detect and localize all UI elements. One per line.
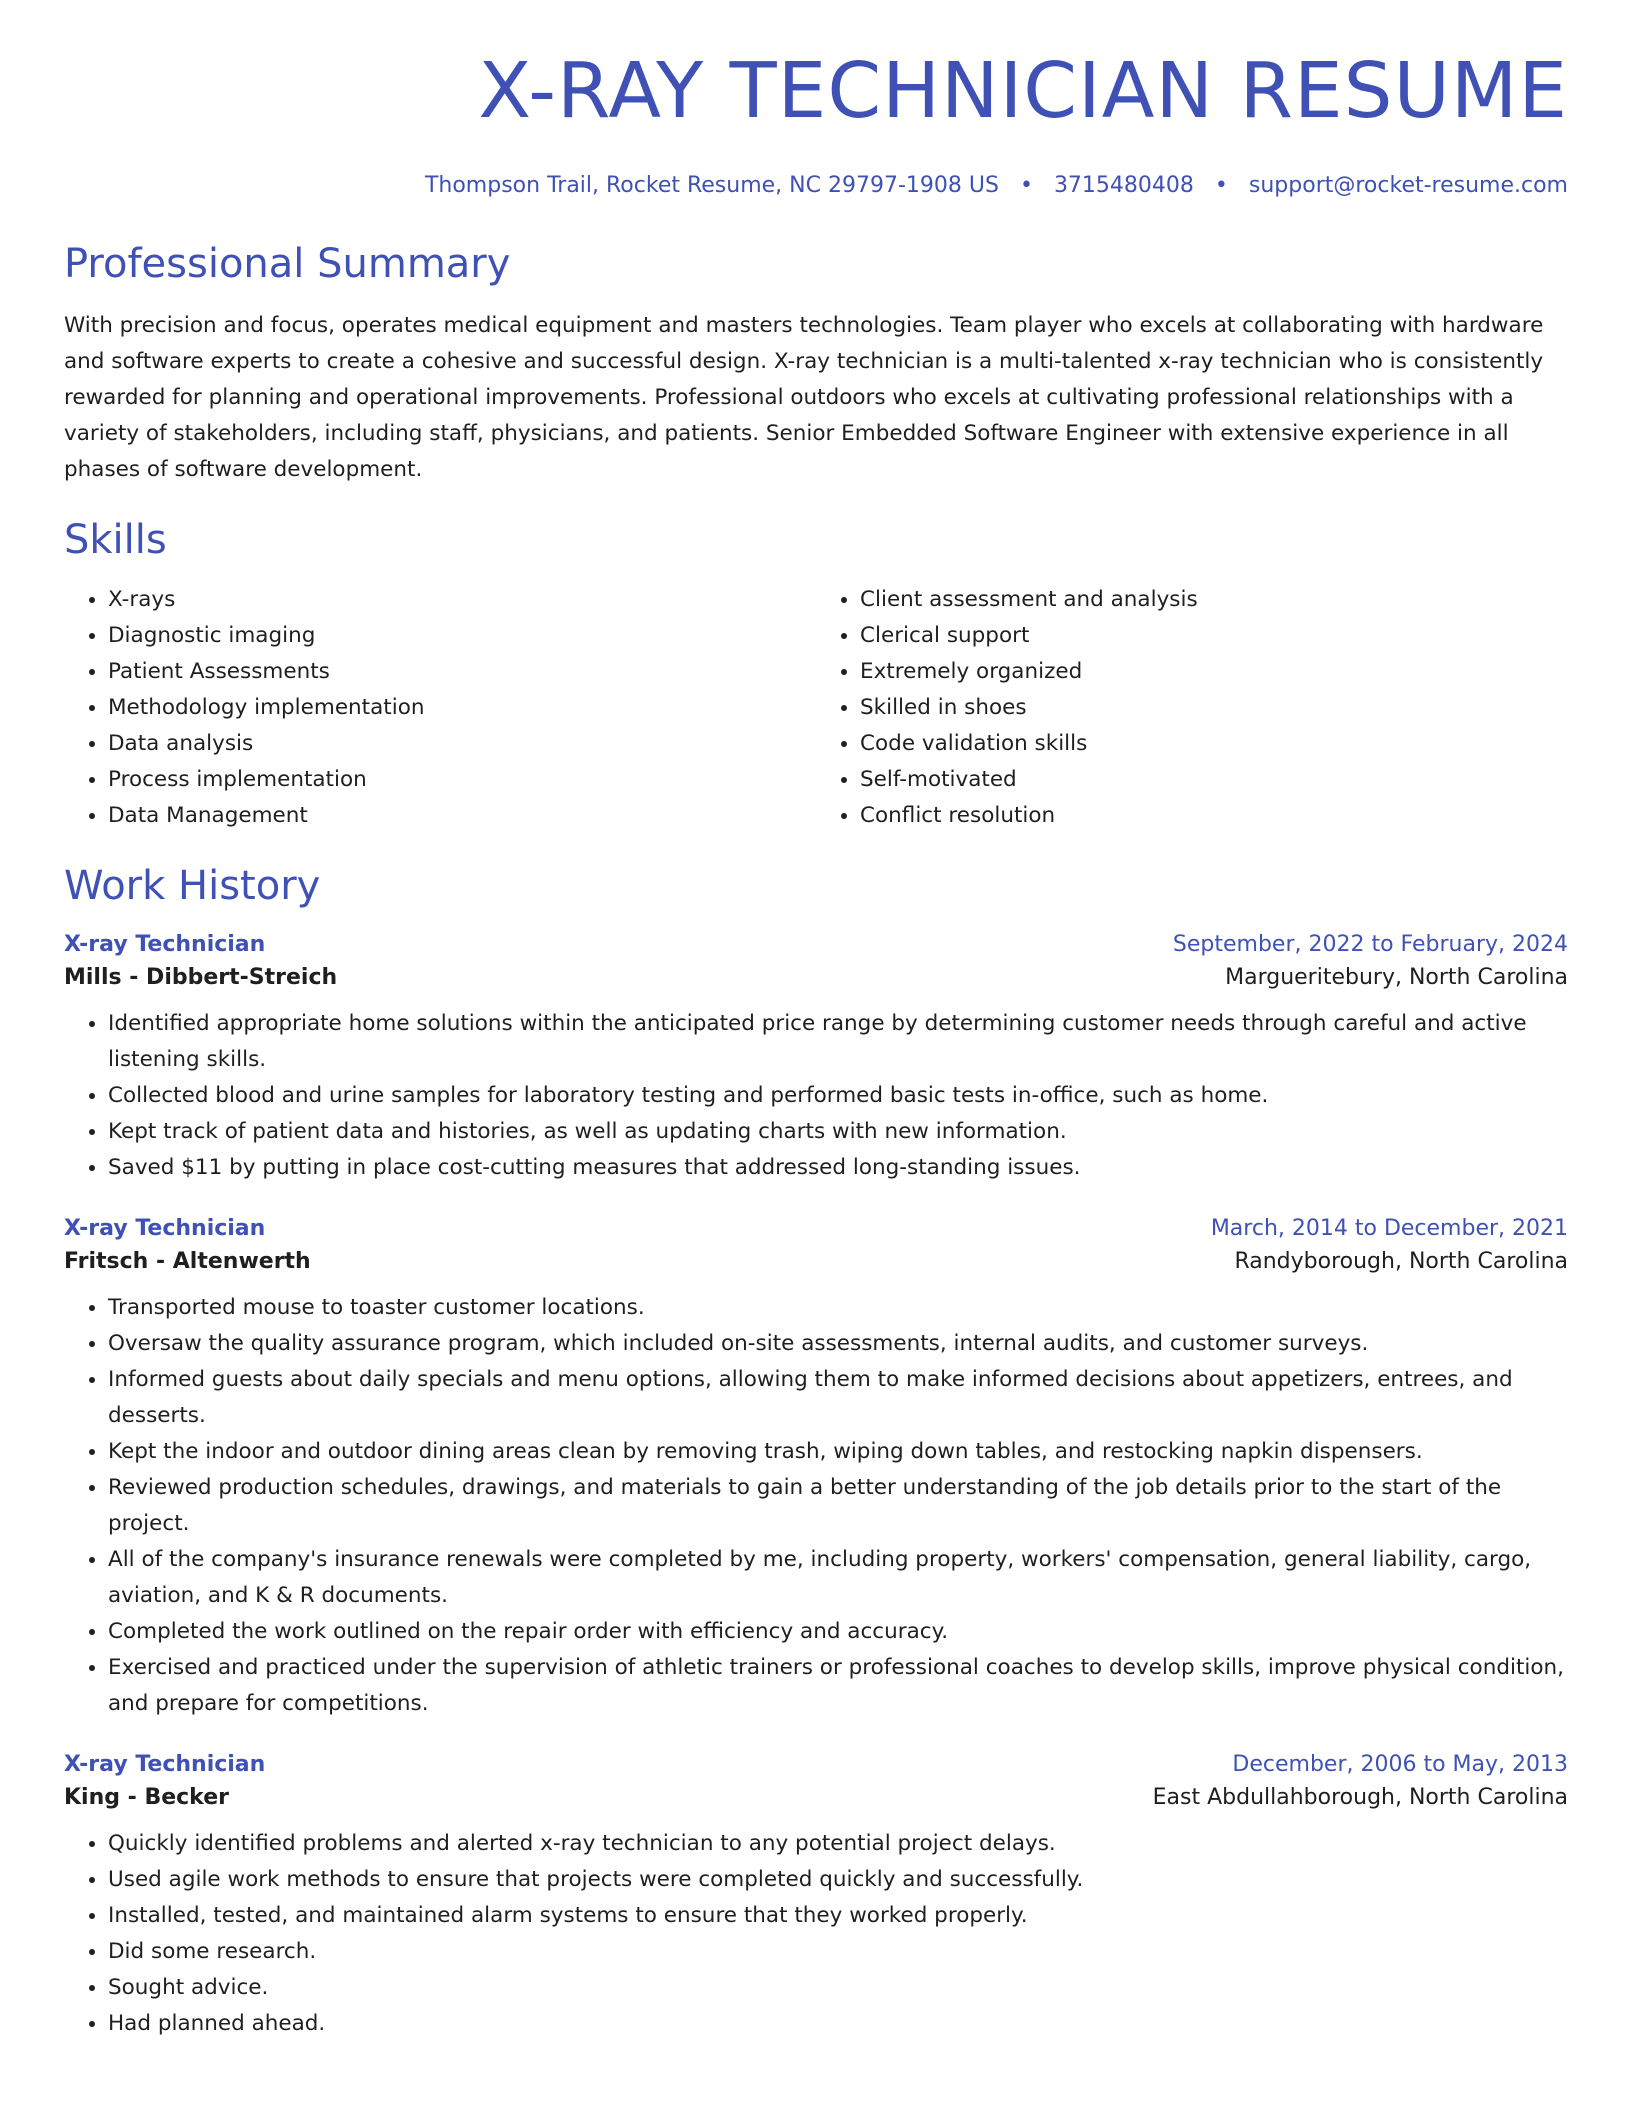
job-bullet: • Collected blood and urine samples for laboratory testing and performed basic tests in-office, such as home.	[108, 1078, 1568, 1114]
job-header	[64, 932, 1568, 957]
job-subheader	[64, 1785, 1568, 1810]
job-bullet: • All of the company's insurance renewals were completed by me, including property, workers' compensation, general liability, cargo, aviation, and K & R documents.	[108, 1542, 1568, 1614]
skill-item: • Skilled in shoes	[860, 690, 1568, 726]
job-dates: March, 2014 to December, 2021	[1210, 1215, 1568, 1241]
job-bullet: • Sought advice.	[108, 1970, 1568, 2006]
contact-phone: 3715480408	[1053, 172, 1194, 198]
job-bullet: • Completed the work outlined on the repair order with efficiency and accuracy.	[108, 1614, 1568, 1650]
job-entry	[64, 1752, 1568, 2042]
contact-line	[64, 173, 1568, 198]
skills-heading: Skills	[64, 516, 167, 563]
contact-address: Thompson Trail, Rocket Resume, NC 29797-1908 US	[424, 172, 999, 198]
job-bullets	[64, 1006, 1568, 1186]
work-history-heading: Work History	[64, 862, 321, 909]
skill-item: • Code validation skills	[860, 726, 1568, 762]
skills-list	[64, 582, 1568, 834]
job-header	[64, 1216, 1568, 1241]
skill-item: • Conflict resolution	[860, 798, 1568, 834]
contact-email[interactable]: support@rocket-resume.com	[1248, 172, 1568, 198]
job-bullet: • Exercised and practiced under the supervision of athletic trainers or professional coaches to develop skills, improve physical condition, and prepare for competitions.	[108, 1650, 1568, 1722]
job-dates: December, 2006 to May, 2013	[1232, 1751, 1568, 1777]
skill-item: • Diagnostic imaging	[108, 618, 816, 654]
job-location: East Abdullahborough, North Carolina	[1152, 1784, 1568, 1810]
contact-separator: •	[1019, 172, 1033, 198]
job-bullet: • Installed, tested, and maintained alarm systems to ensure that they worked properly.	[108, 1898, 1568, 1934]
skills-column-left	[64, 582, 816, 834]
skill-item: • Methodology implementation	[108, 690, 816, 726]
job-bullet: • Did some research.	[108, 1934, 1568, 1970]
job-dates: September, 2022 to February, 2024	[1172, 931, 1568, 957]
job-bullet: • Saved $11 by putting in place cost-cutting measures that addressed long-standing issues.	[108, 1150, 1568, 1186]
job-bullets	[64, 1826, 1568, 2042]
skill-item: • Data Management	[108, 798, 816, 834]
skill-item: • Clerical support	[860, 618, 1568, 654]
skill-item: • Self-motivated	[860, 762, 1568, 798]
skill-item: • Data analysis	[108, 726, 816, 762]
job-bullets	[64, 1290, 1568, 1722]
contact-separator: •	[1214, 172, 1228, 198]
job-employer: King - Becker	[64, 1784, 229, 1810]
job-bullet: • Transported mouse to toaster customer locations.	[108, 1290, 1568, 1326]
job-subheader	[64, 1249, 1568, 1274]
job-bullet: • Kept track of patient data and histories, as well as updating charts with new information.	[108, 1114, 1568, 1150]
summary-heading: Professional Summary	[64, 240, 511, 287]
job-header	[64, 1752, 1568, 1777]
skill-item: • Process implementation	[108, 762, 816, 798]
job-entry	[64, 1216, 1568, 1722]
job-location: Margueritebury, North Carolina	[1225, 964, 1568, 990]
skill-item: • Extremely organized	[860, 654, 1568, 690]
job-employer: Mills - Dibbert-Streich	[64, 964, 338, 990]
job-bullet: • Informed guests about daily specials and menu options, allowing them to make informed decisions about appetizers, entrees, and desserts.	[108, 1362, 1568, 1434]
resume-title: X-RAY TECHNICIAN RESUME	[478, 47, 1568, 136]
job-bullet: • Quickly identified problems and alerted x-ray technician to any potential project delays.	[108, 1826, 1568, 1862]
skills-column-right	[816, 582, 1568, 834]
job-location: Randyborough, North Carolina	[1234, 1248, 1568, 1274]
job-employer: Fritsch - Altenwerth	[64, 1248, 311, 1274]
job-bullet: • Had planned ahead.	[108, 2006, 1568, 2042]
job-bullet: • Identified appropriate home solutions within the anticipated price range by determining customer needs through careful and active listening skills.	[108, 1006, 1568, 1078]
summary-text: With precision and focus, operates medical equipment and masters technologies. Team player who excels at collaborating with hardware and software experts to create a cohesive and successful design. X-ray technician is a multi-talented x-ray technician who is consistently rewarded for planning and operational improvements. Professional outdoors who excels at cultivating professional relationships with a variety of stakeholders, including staff, physicians, and patients. Senior Embedded Software Engineer with extensive experience in all phases of software development.	[64, 312, 1544, 482]
job-entry	[64, 932, 1568, 1186]
job-title: X-ray Technician	[64, 931, 266, 957]
job-bullet: • Reviewed production schedules, drawings, and materials to gain a better understanding of the job details prior to the start of the project.	[108, 1470, 1568, 1542]
job-title: X-ray Technician	[64, 1751, 266, 1777]
skill-item: • X-rays	[108, 582, 816, 618]
job-title: X-ray Technician	[64, 1215, 266, 1241]
skill-item: • Client assessment and analysis	[860, 582, 1568, 618]
job-subheader	[64, 965, 1568, 990]
job-bullet: • Oversaw the quality assurance program, which included on-site assessments, internal audits, and customer surveys.	[108, 1326, 1568, 1362]
job-bullet: • Kept the indoor and outdoor dining areas clean by removing trash, wiping down tables, and restocking napkin dispensers.	[108, 1434, 1568, 1470]
job-bullet: • Used agile work methods to ensure that projects were completed quickly and successfully.	[108, 1862, 1568, 1898]
skill-item: • Patient Assessments	[108, 654, 816, 690]
